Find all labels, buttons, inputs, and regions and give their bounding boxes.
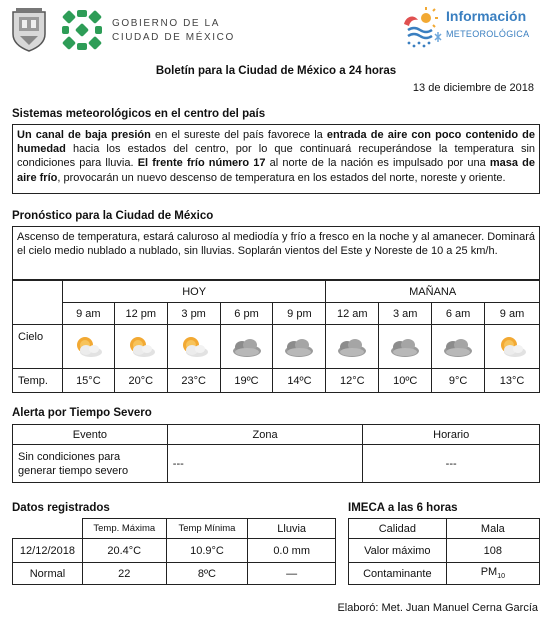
table-row — [13, 539, 336, 563]
alert-event-line-1: Sin condiciones para — [18, 450, 121, 463]
forecast-hour: 12 pm — [114, 303, 167, 325]
imeca-quality-label: Calidad — [349, 519, 447, 539]
recorded-rain: 0.0 mm — [248, 539, 336, 563]
alert-section-title: Alerta por Tiempo Severo — [12, 407, 152, 419]
systems-text-4: , provocarán un nuevo descenso de temperatura en los estados del norte, noreste y oriente. — [57, 171, 506, 184]
recorded-corner-cell — [13, 519, 83, 539]
systems-text-3: al norte de la nación es impulsado por una — [265, 157, 490, 170]
forecast-hour: 6 am — [432, 303, 485, 325]
alert-col-schedule: Horario — [363, 425, 540, 445]
normal-min: 8ºC — [166, 563, 248, 585]
cloudy-icon — [230, 334, 264, 360]
forecast-hour: 3 pm — [167, 303, 220, 325]
col-rain: Lluvia — [248, 519, 336, 539]
sky-cell — [485, 325, 540, 369]
info-subtitle: METEOROLÓGICA — [446, 29, 530, 39]
prepared-by: Elaboró: Met. Juan Manuel Cerna García — [337, 602, 538, 614]
sky-cell — [167, 325, 220, 369]
systems-text-bold-4: masa de aire frío — [17, 157, 535, 184]
forecast-temp-row — [13, 369, 540, 393]
table-row — [13, 563, 336, 585]
alert-zone-cell: --- — [167, 445, 363, 483]
weather-info-title — [446, 8, 529, 39]
col-temp-min: Temp Mínima — [166, 519, 248, 539]
forecast-hour: 3 am — [379, 303, 432, 325]
gov-line-1: GOBIERNO DE LA — [112, 18, 220, 29]
recorded-max: 20.4°C — [82, 539, 166, 563]
forecast-temp: 9°C — [432, 369, 485, 393]
info-title: Información — [446, 8, 527, 24]
forecast-section-title: Pronóstico para la Ciudad de México — [12, 210, 214, 222]
forecast-temp: 10ºC — [379, 369, 432, 393]
pollutant-subscript: 10 — [497, 573, 505, 581]
systems-text-1: en el sureste del país favorece la — [150, 129, 327, 141]
recorded-data-table — [12, 518, 336, 585]
forecast-temp: 15°C — [62, 369, 114, 393]
systems-section-title: Sistemas meteorológicos en el centro del país — [12, 108, 266, 120]
forecast-sky-row — [13, 325, 540, 369]
forecast-hour: 9 am — [62, 303, 114, 325]
alert-col-zone: Zona — [167, 425, 363, 445]
sky-cell — [220, 325, 273, 369]
imeca-pollutant-value — [446, 563, 539, 585]
col-temp-max: Temp. Máxima — [82, 519, 166, 539]
systems-text-bold-1: Un canal de baja presión — [17, 129, 151, 141]
alert-event-cell — [13, 445, 168, 483]
forecast-hour: 12 am — [326, 303, 379, 325]
partly-sunny-icon — [124, 334, 158, 360]
coat-of-arms-icon — [10, 8, 48, 52]
normal-rain: — — [248, 563, 336, 585]
forecast-hour: 6 pm — [220, 303, 273, 325]
forecast-table — [12, 280, 540, 393]
header — [0, 0, 552, 60]
government-name — [112, 17, 235, 45]
systems-text-box — [12, 124, 540, 194]
alert-event-line-2: generar tiempo severo — [18, 464, 129, 477]
alert-col-event: Evento — [13, 425, 168, 445]
sky-row-label: Cielo — [13, 325, 63, 369]
bulletin-title: Boletín para la Ciudad de México a 24 horas — [155, 65, 397, 77]
weather-info-logo-icon — [400, 4, 442, 50]
partly-sunny-icon — [177, 334, 211, 360]
sky-cell — [114, 325, 167, 369]
forecast-temp: 20°C — [114, 369, 167, 393]
forecast-hours-row — [13, 303, 540, 325]
systems-text-bold-3: El frente frío número 17 — [137, 157, 266, 170]
forecast-temp: 14ºC — [273, 369, 326, 393]
sky-cell — [273, 325, 326, 369]
forecast-temp: 12°C — [326, 369, 379, 393]
forecast-temp: 19ºC — [220, 369, 273, 393]
forecast-text-box: Ascenso de temperatura, estará caluroso al mediodía y frío a fresco en la noche y al amanecer. Dominará el cielo medio nublado a nublado, sin lluvias. Soplarán vientos del Este y Noreste de 10 a 25 km/h. — [12, 226, 540, 280]
imeca-title: IMECA a las 6 horas — [348, 502, 458, 514]
systems-text-bold-2: entrada de aire con poco contenido de humedad — [17, 129, 536, 156]
forecast-tomorrow-header: MAÑANA — [326, 281, 540, 303]
imeca-quality-value: Mala — [446, 519, 539, 539]
recorded-min: 10.9°C — [166, 539, 248, 563]
systems-text-2: hacia los estados del centro, por lo que continuará recuperándose la temperatura sin condiciones para lluvia. — [17, 143, 535, 170]
cdmx-logo-icon — [60, 8, 104, 52]
imeca-max-value: 108 — [446, 539, 539, 563]
forecast-corner-cell-2 — [13, 303, 63, 325]
recorded-row-label: 12/12/2018 — [13, 539, 83, 563]
cloudy-icon — [441, 334, 475, 360]
alert-table — [12, 424, 540, 483]
bulletin-date: 13 de diciembre de 2018 — [412, 82, 534, 94]
forecast-temp: 13°C — [485, 369, 540, 393]
partly-sunny-icon — [495, 334, 529, 360]
imeca-table — [348, 518, 540, 585]
partly-sunny-icon — [71, 334, 105, 360]
temp-row-label: Temp. — [13, 369, 63, 393]
sky-cell — [432, 325, 485, 369]
forecast-today-header: HOY — [62, 281, 325, 303]
sky-cell — [379, 325, 432, 369]
cloudy-icon — [282, 334, 316, 360]
alert-schedule-cell: --- — [363, 445, 540, 483]
forecast-temp: 23°C — [167, 369, 220, 393]
recorded-data-title: Datos registrados — [12, 502, 110, 514]
sky-cell — [62, 325, 114, 369]
cloudy-icon — [335, 334, 369, 360]
imeca-max-label: Valor máximo — [349, 539, 447, 563]
gov-line-2: CIUDAD DE MÉXICO — [112, 32, 235, 43]
normal-row-label: Normal — [13, 563, 83, 585]
pollutant-name: PM — [480, 566, 498, 579]
forecast-hour: 9 am — [485, 303, 540, 325]
forecast-corner-cell — [13, 281, 63, 303]
sky-cell — [326, 325, 379, 369]
imeca-pollutant-label: Contaminante — [349, 563, 447, 585]
normal-max: 22 — [82, 563, 166, 585]
cloudy-icon — [388, 334, 422, 360]
forecast-hour: 9 pm — [273, 303, 326, 325]
